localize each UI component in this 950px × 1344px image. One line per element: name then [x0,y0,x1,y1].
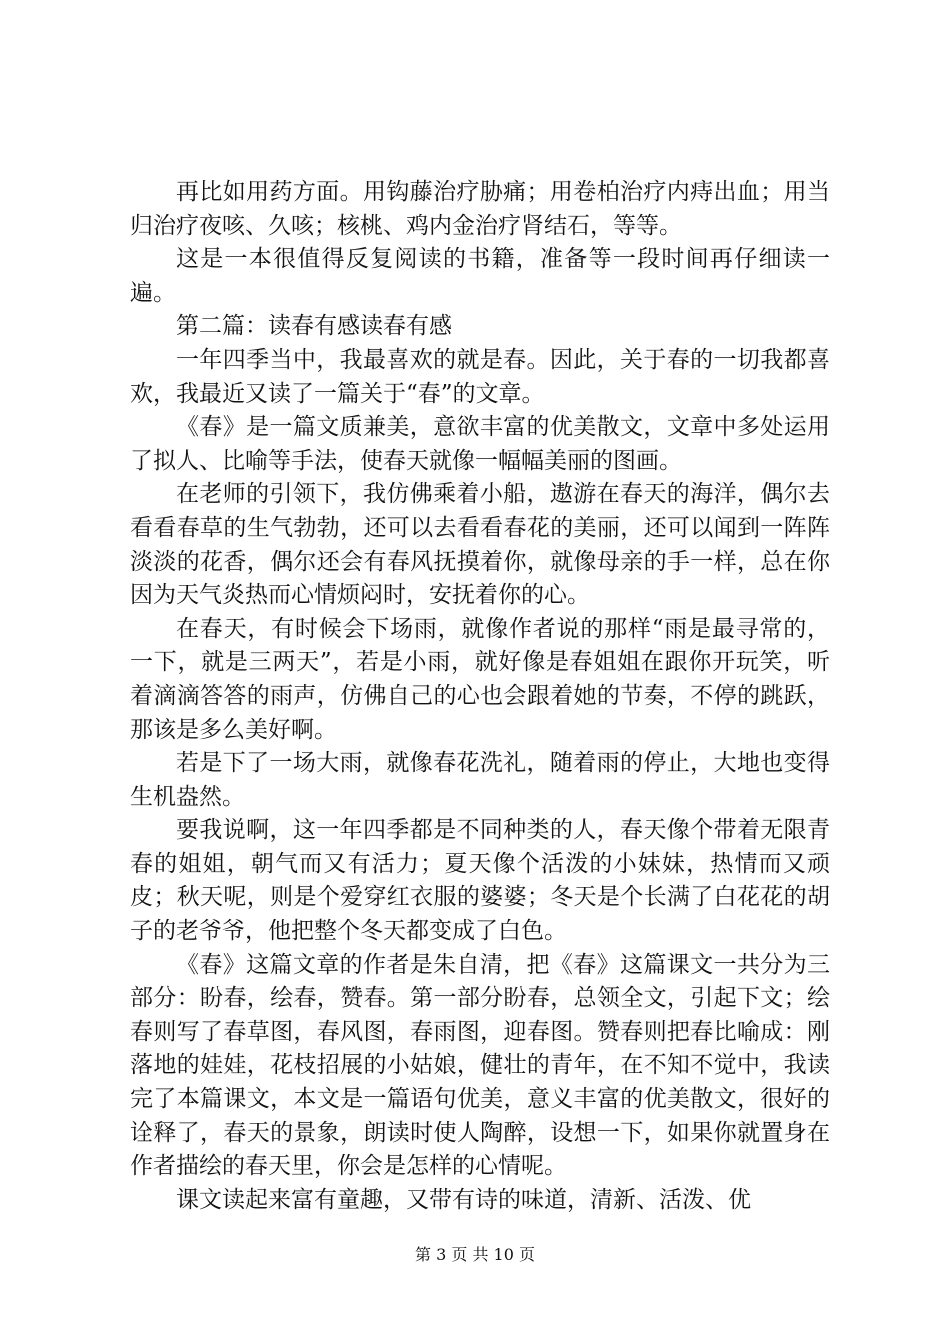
paragraph: 《春》是一篇文质兼美，意欲丰富的优美散文，文章中多处运用了拟人、比喻等手法，使春天就像一幅幅美丽的图画。 [130,414,830,474]
paragraph: 课文读起来富有童趣，又带有诗的味道，清新、活泼、优 [176,1186,751,1213]
paragraph: 若是下了一场大雨，就像春花洗礼，随着雨的停止，大地也变得生机盎然。 [130,750,830,810]
paragraph: 要我说啊，这一年四季都是不同种类的人，春天像个带着无限青春的姐姐，朝气而又有活力；夏天像个活泼的小妹妹，热情而又顽皮；秋天呢，则是个爱穿红衣服的婆婆；冬天是个长满了白花花的胡子的老爷爷，他把整个冬天都变成了白色。 [130,817,830,945]
paragraph: 在老师的引领下，我仿佛乘着小船，遨游在春天的海洋，偶尔去看看春草的生气勃勃，还可以去看看春花的美丽，还可以闻到一阵阵淡淡的花香，偶尔还会有春风抚摸着你，就像母亲的手一样，总在你因为天气炎热而心情烦闷时，安抚着你的心。 [130,481,830,609]
paragraph: 一年四季当中，我最喜欢的就是春。因此，关于春的一切我都喜欢，我最近又读了一篇关于“春”的文章。 [130,346,830,407]
section-heading: 第二篇：读春有感读春有感 [176,313,452,340]
page-number-footer: 第 3 页 共 10 页 [415,1245,535,1264]
paragraph: 在春天，有时候会下场雨，就像作者说的那样“雨是最寻常的，一下，就是三两天”，若是小雨，就好像是春姐姐在跟你开玩笑，听着滴滴答答的雨声，仿佛自己的心也会跟着她的节奏，不停的跳跃，那该是多么美好啊。 [130,615,830,743]
document-body [130,176,830,1217]
paragraph: 这是一本很值得反复阅读的书籍，准备等一段时间再仔细读一遍。 [130,246,830,306]
paragraph: 《春》这篇文章的作者是朱自清，把《春》这篇课文一共分为三部分：盼春，绘春，赞春。第一部分盼春，总领全文，引起下文；绘春则写了春草图，春风图，春雨图，迎春图。赞春则把春比喻成：刚落地的娃娃，花枝招展的小姑娘，健壮的青年，在不知不觉中，我读完了本篇课文，本文是一篇语句优美，意义丰富的优美散文，很好的诠释了，春天的景象，朗读时使人陶醉，设想一下，如果你就置身在作者描绘的春天里，你会是怎样的心情呢。 [130,951,830,1180]
paragraph: 再比如用药方面。用钩藤治疗胁痛；用卷柏治疗内痔出血；用当归治疗夜咳、久咳；核桃、鸡内金治疗肾结石，等等。 [130,179,830,239]
